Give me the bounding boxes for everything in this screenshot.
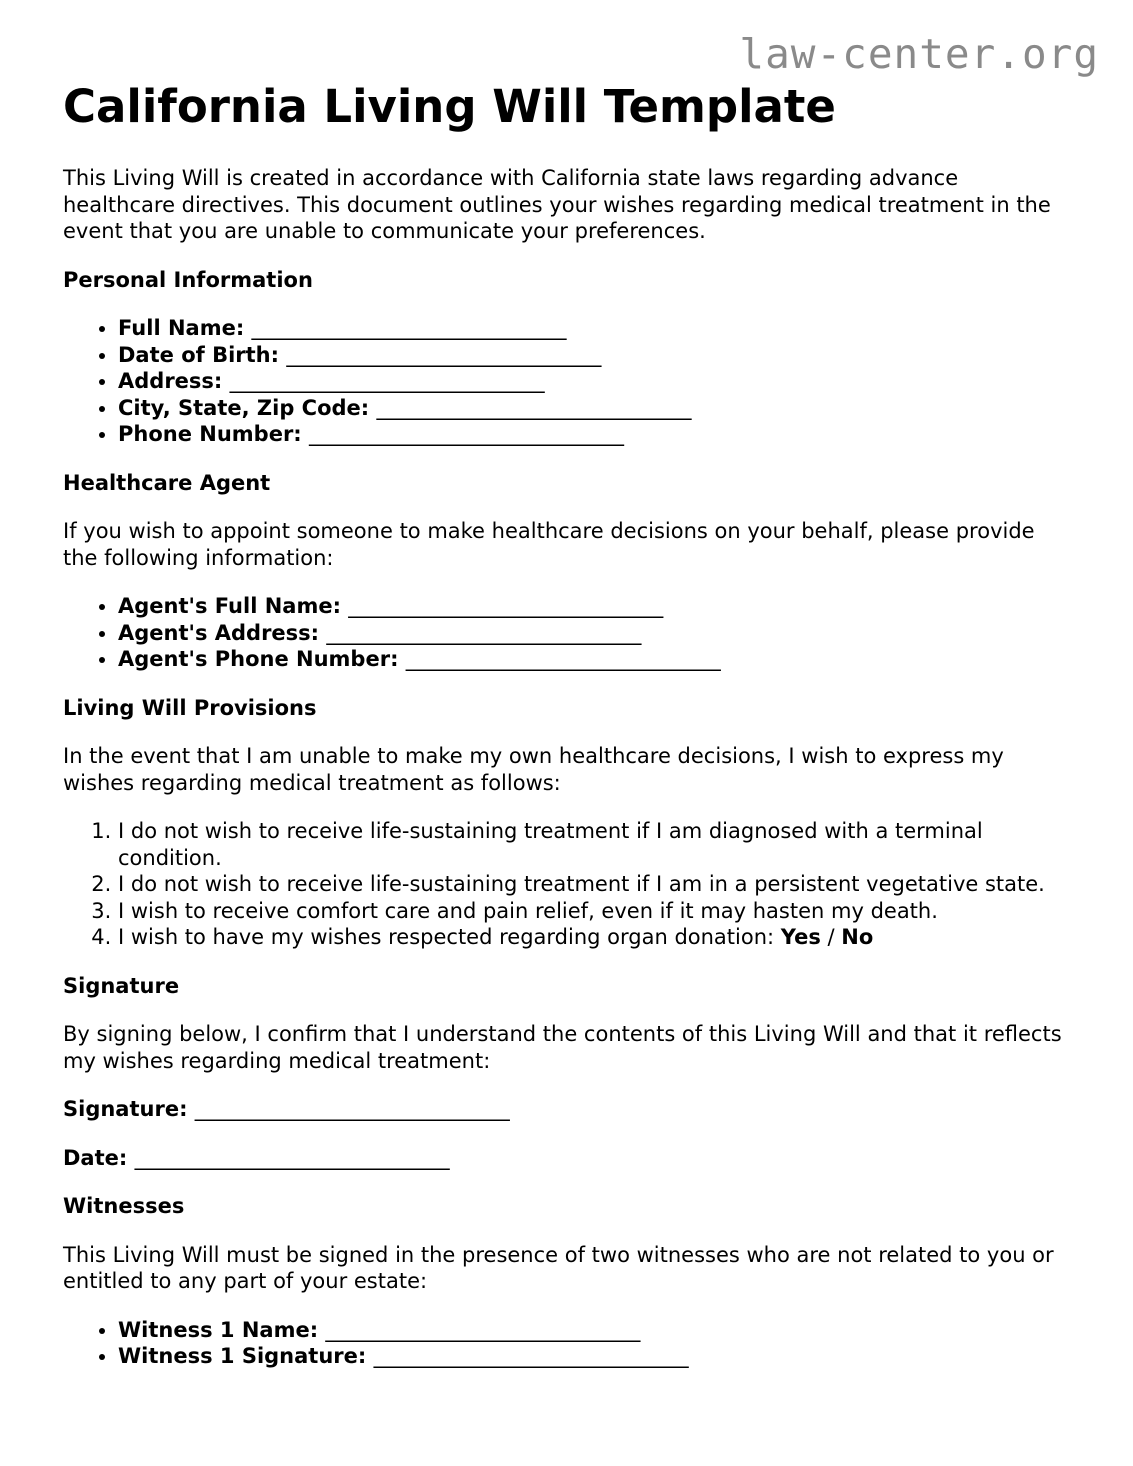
- option-separator: /: [820, 925, 842, 949]
- date-field[interactable]: Date: ______________________________: [63, 1145, 450, 1170]
- field-date-of-birth[interactable]: • Date of Birth: ______________________________: [118, 342, 1073, 369]
- provision-item: 1. I do not wish to receive life-sustaining treatment if I am diagnosed with a terminal condition.: [118, 818, 1073, 871]
- healthcare-agent-heading: Healthcare Agent: [63, 470, 271, 495]
- blank-line[interactable]: ______________________________: [348, 594, 664, 618]
- document-content: [63, 80, 1073, 1392]
- blank-line[interactable]: ______________________________: [376, 395, 692, 420]
- field-phone-number[interactable]: • Phone Number: ______________________________: [118, 421, 1073, 448]
- witnesses-heading: Witnesses: [63, 1194, 185, 1218]
- provisions-heading: Living Will Provisions: [63, 695, 317, 720]
- blank-line[interactable]: ______________________________: [326, 620, 642, 645]
- provisions-list: [63, 818, 1073, 951]
- field-address[interactable]: • Address: ______________________________: [118, 368, 1073, 395]
- field-full-name[interactable]: • Full Name: ______________________________: [118, 315, 1073, 342]
- option-yes[interactable]: Yes: [780, 925, 821, 949]
- agent-info-list: [63, 593, 1073, 673]
- blank-line[interactable]: ______________________________: [373, 1344, 689, 1368]
- field-witness-1-signature[interactable]: • Witness 1 Signature: ______________________________: [118, 1343, 1073, 1370]
- witnesses-paragraph: This Living Will must be signed in the presence of two witnesses who are not related to you or entitled to any part of your estate:: [63, 1242, 1054, 1293]
- provision-item-organ-donation: 4. I wish to have my wishes respected regarding organ donation: Yes / No: [118, 924, 1073, 951]
- provision-item: 3. I wish to receive comfort care and pain relief, even if it may hasten my death.: [118, 898, 1073, 925]
- field-agent-full-name[interactable]: • Agent's Full Name: ______________________________: [118, 593, 1073, 620]
- signature-field[interactable]: Signature: ______________________________: [63, 1097, 510, 1121]
- blank-line[interactable]: ______________________________: [286, 342, 602, 367]
- field-witness-1-name[interactable]: • Witness 1 Name: ______________________________: [118, 1317, 1073, 1344]
- personal-info-heading: Personal Information: [63, 267, 313, 292]
- blank-line[interactable]: ______________________________: [309, 422, 625, 446]
- blank-line[interactable]: ______________________________: [134, 1145, 450, 1170]
- blank-line[interactable]: ______________________________: [325, 1317, 641, 1342]
- watermark: law-center.org: [739, 30, 1099, 78]
- field-agent-address[interactable]: • Agent's Address: ______________________________: [118, 620, 1073, 647]
- document-title: California Living Will Template: [63, 80, 836, 133]
- healthcare-agent-paragraph: If you wish to appoint someone to make healthcare decisions on your behalf, please provide the following information:: [63, 519, 1035, 570]
- blank-line[interactable]: ______________________________: [405, 647, 721, 671]
- provisions-paragraph: In the event that I am unable to make my own healthcare decisions, I wish to express my wishes regarding medical treatment as follows:: [63, 744, 1004, 795]
- intro-paragraph: This Living Will is created in accordance with California state laws regarding advance healthcare directives. This document outlines your wishes regarding medical treatment in the event that you are unable to communicate your preferences.: [63, 166, 1051, 243]
- personal-info-list: [63, 315, 1073, 448]
- witnesses-list: [63, 1317, 1073, 1370]
- field-agent-phone-number[interactable]: • Agent's Phone Number: ______________________________: [118, 646, 1073, 673]
- option-no[interactable]: No: [841, 925, 874, 949]
- blank-line[interactable]: ______________________________: [251, 316, 567, 340]
- blank-line[interactable]: ______________________________: [229, 369, 545, 393]
- provision-item: 2. I do not wish to receive life-sustaining treatment if I am in a persistent vegetative state.: [118, 871, 1073, 898]
- field-city-state-zip[interactable]: • City, State, Zip Code: ______________________________: [118, 395, 1073, 422]
- signature-heading: Signature: [63, 973, 180, 998]
- signature-paragraph: By signing below, I confirm that I understand the contents of this Living Will and that it reflects my wishes regarding medical treatment:: [63, 1022, 1062, 1073]
- blank-line[interactable]: ______________________________: [194, 1097, 510, 1121]
